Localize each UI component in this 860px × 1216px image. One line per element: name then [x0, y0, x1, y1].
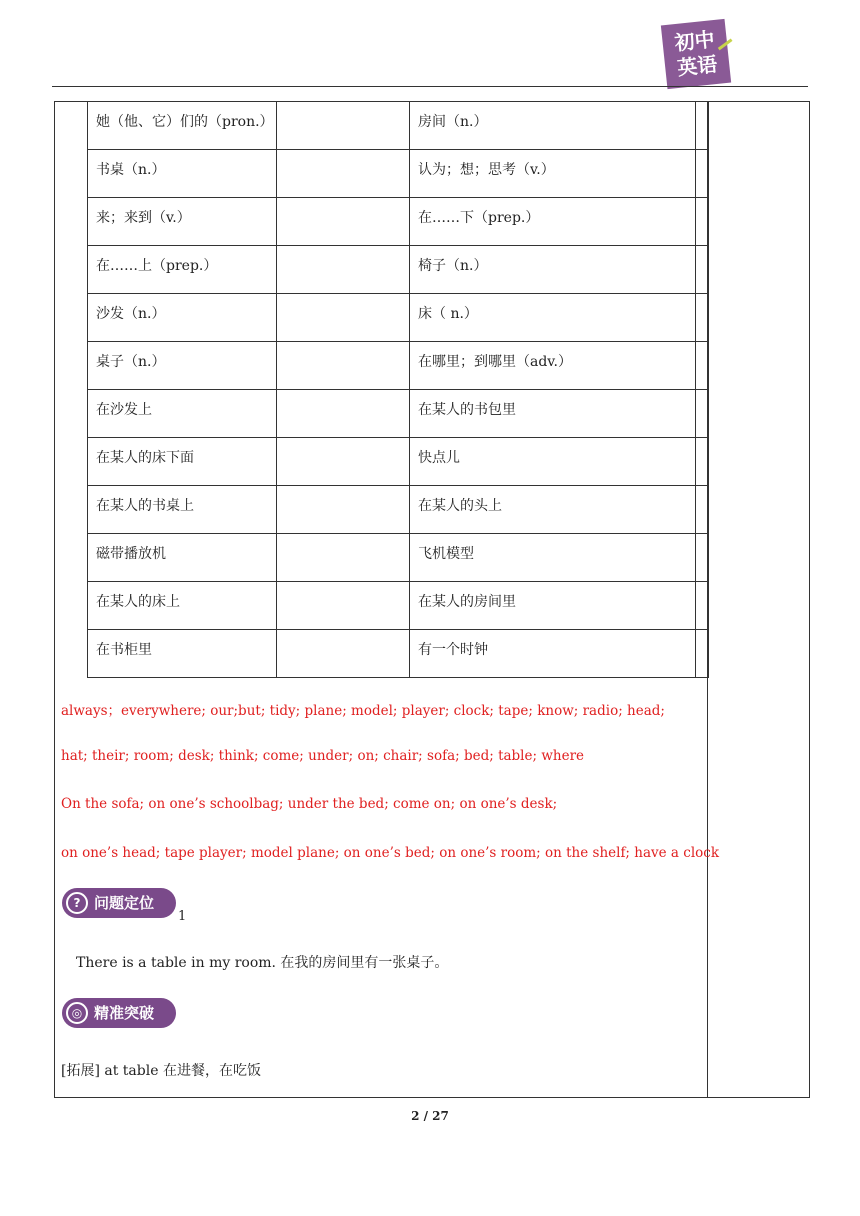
answer-blank-left [277, 198, 410, 246]
answer-blank-right [696, 246, 709, 294]
chinese-term-left: 在沙发上 [88, 390, 277, 438]
answer-blank-left [277, 294, 410, 342]
chinese-term-right: 快点儿 [410, 438, 696, 486]
chinese-term-right: 在某人的头上 [410, 486, 696, 534]
chinese-term-right: 在……下（prep.） [410, 198, 696, 246]
section-number: 1 [178, 909, 187, 924]
vocab-row [88, 582, 709, 630]
chinese-term-left: 在书柜里 [88, 630, 277, 678]
vocab-row [88, 294, 709, 342]
answer-line-2: hat; their; room; desk; think; come; under; on; chair; sofa; bed; table; where [61, 748, 585, 764]
answer-blank-left [277, 150, 410, 198]
chinese-term-right: 飞机模型 [410, 534, 696, 582]
badge-label: 精准突破 [94, 1004, 155, 1022]
answer-blank-right [696, 102, 709, 150]
vocab-row [88, 630, 709, 678]
chinese-term-left: 沙发（n.） [88, 294, 277, 342]
chinese-term-left: 在某人的书桌上 [88, 486, 277, 534]
answer-blank-right [696, 582, 709, 630]
question-icon: ? [66, 892, 88, 914]
answer-blank-left [277, 486, 410, 534]
chinese-term-right: 床（ n.） [410, 294, 696, 342]
vocab-row [88, 102, 709, 150]
answer-blank-right [696, 438, 709, 486]
answer-line-1: always；everywhere; our;but; tidy; plane; model; player; clock; tape; know; radio; head; [61, 703, 665, 719]
answer-blank-right [696, 390, 709, 438]
header-divider [52, 86, 808, 87]
answer-line-3: On the sofa; on one’s schoolbag; under the bed; come on; on one’s desk; [61, 796, 558, 812]
chinese-term-right: 在哪里；到哪里（adv.） [410, 342, 696, 390]
vocab-row [88, 486, 709, 534]
target-icon: ◎ [66, 1002, 88, 1024]
logo-line-1: 初中 [673, 27, 716, 56]
chinese-term-left: 在某人的床上 [88, 582, 277, 630]
answer-blank-right [696, 486, 709, 534]
chinese-term-right: 房间（n.） [410, 102, 696, 150]
answer-blank-left [277, 342, 410, 390]
answer-blank-left [277, 630, 410, 678]
vocab-row [88, 246, 709, 294]
answer-blank-left [277, 582, 410, 630]
answer-blank-right [696, 150, 709, 198]
answer-blank-left [277, 102, 410, 150]
precise-breakthrough-badge [62, 998, 176, 1028]
vocabulary-table [87, 101, 709, 678]
chinese-term-left: 磁带播放机 [88, 534, 277, 582]
answer-blank-right [696, 630, 709, 678]
answer-blank-left [277, 438, 410, 486]
chinese-term-left: 书桌（n.） [88, 150, 277, 198]
answer-blank-left [277, 390, 410, 438]
chinese-term-right: 在某人的书包里 [410, 390, 696, 438]
answer-blank-left [277, 534, 410, 582]
vocab-row [88, 198, 709, 246]
chinese-term-left: 桌子（n.） [88, 342, 277, 390]
vocab-row [88, 342, 709, 390]
chinese-term-right: 在某人的房间里 [410, 582, 696, 630]
answer-blank-right [696, 342, 709, 390]
chinese-term-right: 椅子（n.） [410, 246, 696, 294]
badge-label: 问题定位 [94, 894, 155, 912]
example-sentence: There is a table in my room. 在我的房间里有一张桌子。 [76, 955, 449, 971]
extension-note: [拓展] at table 在进餐，在吃饭 [61, 1063, 261, 1079]
answer-blank-right [696, 294, 709, 342]
chinese-term-right: 认为；想；思考（v.） [410, 150, 696, 198]
chinese-term-left: 在某人的床下面 [88, 438, 277, 486]
chinese-term-left: 在……上（prep.） [88, 246, 277, 294]
answer-blank-left [277, 246, 410, 294]
logo-line-2: 英语 [676, 51, 719, 80]
brand-logo [661, 19, 731, 89]
answer-blank-right [696, 198, 709, 246]
chinese-term-right: 有一个时钟 [410, 630, 696, 678]
answer-line-4: on one’s head; tape player; model plane; on one’s bed; on one’s room; on the shelf; have a clock [61, 845, 720, 861]
vocab-row [88, 150, 709, 198]
vocab-row [88, 390, 709, 438]
problem-location-badge [62, 888, 176, 918]
page-number: 2 / 27 [411, 1109, 449, 1123]
answer-blank-right [696, 534, 709, 582]
chinese-term-left: 她（他、它）们的（pron.） [88, 102, 277, 150]
vocab-row [88, 534, 709, 582]
vocab-row [88, 438, 709, 486]
chinese-term-left: 来；来到（v.） [88, 198, 277, 246]
